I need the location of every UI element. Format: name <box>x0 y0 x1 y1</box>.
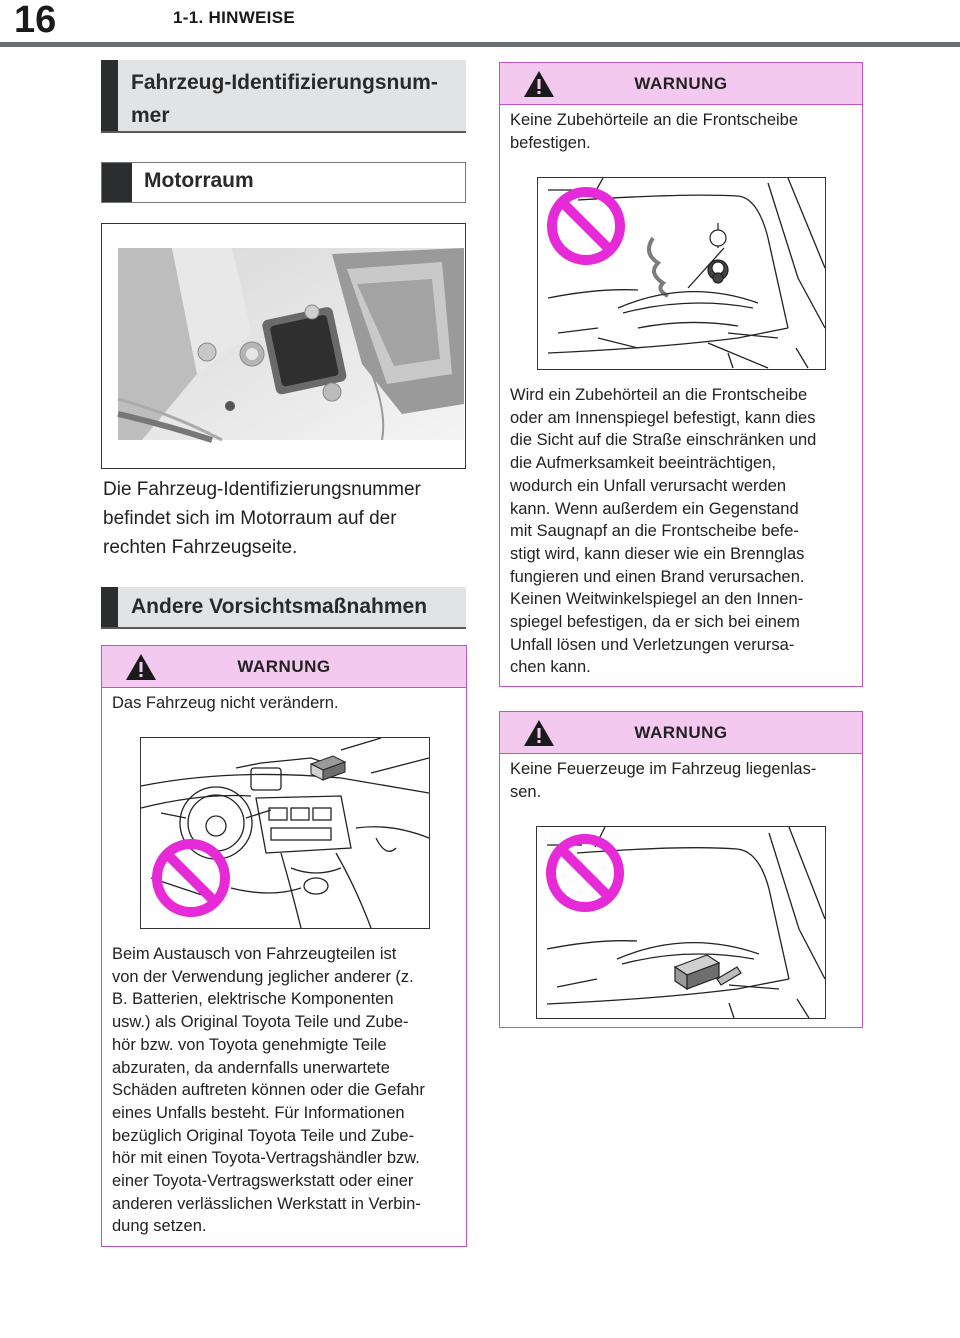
warning-body <box>510 384 852 679</box>
subsection-bar <box>102 163 132 202</box>
vin-location-text <box>103 475 468 562</box>
text-line: bezüglich Original Toyota Teile und Zube- <box>112 1126 415 1145</box>
text-line: Die Fahrzeug-Identifizierungsnummer <box>103 479 421 500</box>
warning-box-windshield <box>499 62 863 687</box>
warning-label: WARNUNG <box>634 74 728 93</box>
warning-label: WARNUNG <box>237 657 331 676</box>
text-line: B. Batterien, elektrische Komponenten <box>112 990 394 1009</box>
text-line: kann. Wenn außerdem ein Gegenstand <box>510 499 799 518</box>
lighter-illustration <box>536 826 826 1019</box>
windshield-drawing <box>538 178 825 369</box>
text-line: Wird ein Zubehörteil an die Frontscheibe <box>510 386 808 404</box>
section-title-line: mer <box>131 104 170 127</box>
section-heading-precautions <box>101 587 466 629</box>
text-line: mit Saugnapf an die Frontscheibe befe- <box>510 522 799 541</box>
text-line: oder am Innenspiegel befestigt, kann dies <box>510 408 816 427</box>
text-line: Beim Austausch von Fahrzeugteilen ist <box>112 945 397 963</box>
text-line: Keine Feuerzeuge im Fahrzeug liegenlas- <box>510 760 817 778</box>
section-heading-vin <box>101 60 466 133</box>
header-rule <box>0 42 960 47</box>
warning-triangle-icon <box>522 718 556 748</box>
section-bar <box>101 587 118 627</box>
warning-header <box>500 63 862 105</box>
warning-header <box>102 646 466 688</box>
text-line: hör bzw. von Toyota genehmigte Teile <box>112 1035 387 1054</box>
warning-box-lighter <box>499 711 863 1028</box>
text-line: befindet sich im Motorraum auf der <box>103 508 397 529</box>
text-line: rechten Fahrzeugseite. <box>103 537 298 558</box>
text-line: Schäden auftreten können oder die Gefahr <box>112 1081 425 1100</box>
text-line: Unfall lösen und Verletzungen verursa- <box>510 635 795 654</box>
warning-intro: Das Fahrzeug nicht verändern. <box>112 694 339 712</box>
section-bar <box>101 60 118 131</box>
text-line: sen. <box>510 782 542 801</box>
text-line: von der Verwendung jeglicher anderer (z. <box>112 967 414 986</box>
dashboard-drawing <box>141 738 429 928</box>
prohibition-icon <box>552 192 620 260</box>
page-number: 16 <box>14 0 57 41</box>
text-line: die Aufmerksamkeit beeinträchtigen, <box>510 454 776 473</box>
lighter-drawing <box>537 827 825 1018</box>
lighter-objects <box>675 955 741 989</box>
text-line: die Sicht auf die Straße einschränken und <box>510 431 817 450</box>
prohibition-icon <box>157 844 225 912</box>
text-line: anderen verlässlichen Werkstatt in Verbin- <box>112 1194 421 1213</box>
subsection-title: Motorraum <box>144 169 254 192</box>
hanging-ornament <box>708 223 728 283</box>
warning-triangle-icon <box>522 69 556 99</box>
warning-box-modification <box>101 645 467 1247</box>
warning-intro <box>510 758 852 803</box>
text-line: hör mit einen Toyota-Vertragshändler bzw. <box>112 1149 420 1168</box>
warning-header <box>500 712 862 754</box>
section-title-precautions: Andere Vorsichtsmaßnahmen <box>131 595 428 618</box>
text-line: eines Unfalls besteht. Für Informationen <box>112 1103 405 1122</box>
text-line: stigt wird, kann dieser wie ein Brennglas <box>510 544 805 563</box>
text-line: einer Toyota-Vertragswerkstatt oder einer <box>112 1172 414 1191</box>
text-line: usw.) als Original Toyota Teile und Zube- <box>112 1013 409 1032</box>
warning-triangle-icon <box>124 652 158 682</box>
engine-bay-photo <box>101 223 466 469</box>
warning-intro <box>510 109 852 154</box>
text-line: dung setzen. <box>112 1217 207 1236</box>
warning-body <box>112 943 456 1238</box>
text-line: chen kann. <box>510 658 591 677</box>
text-line: fungieren und einen Brand verursachen. <box>510 567 805 586</box>
section-title-line: Fahrzeug-Identifizierungsnum- <box>131 71 438 94</box>
section-title-vin <box>131 66 458 132</box>
warning-label: WARNUNG <box>634 723 728 742</box>
windshield-accessory-illustration <box>537 177 826 370</box>
dashboard-illustration <box>140 737 430 929</box>
text-line: Keinen Weitwinkelspiegel an den Innen- <box>510 590 804 609</box>
subsection-heading-motorraum <box>101 162 466 203</box>
chapter-title: 1-1. HINWEISE <box>173 8 295 27</box>
text-line: Keine Zubehörteile an die Frontscheibe <box>510 111 799 129</box>
text-line: befestigen. <box>510 133 591 152</box>
text-line: wodurch ein Unfall verursacht werden <box>510 476 787 495</box>
prohibition-icon <box>551 839 619 907</box>
text-line: spiegel befestigen, da er sich bei einem <box>510 613 800 632</box>
engine-bay-illustration <box>102 224 465 468</box>
text-line: abzuraten, da andernfalls unerwartete <box>112 1058 390 1077</box>
